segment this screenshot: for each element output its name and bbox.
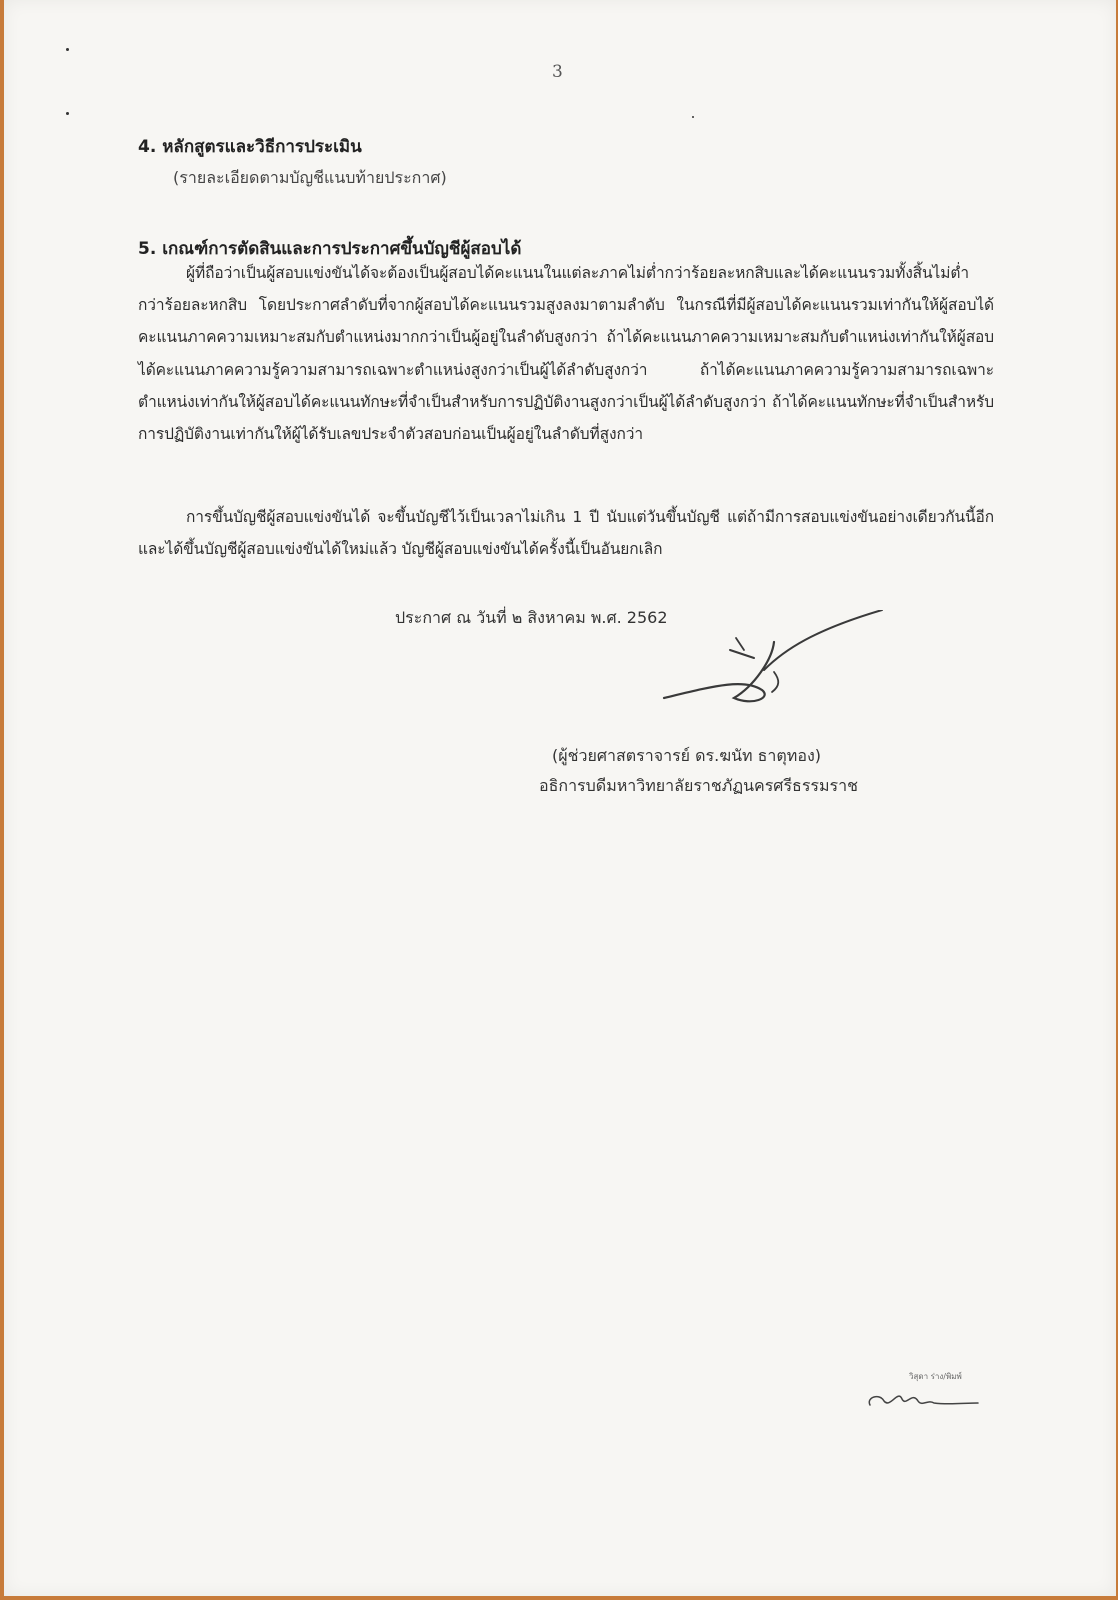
typist-initials-image (864, 1385, 984, 1415)
section-4-heading: 4. หลักสูตรและวิธีการประเมิน (138, 137, 362, 157)
typist-label: วิสุดา ร่าง/พิมพ์ (909, 1372, 962, 1381)
list-validity-paragraph: การขึ้นบัญชีผู้สอบแข่งขันได้ จะขึ้นบัญชีไว้เป็นเวลาไม่เกิน 1 ปี นับแต่วันขึ้นบัญชี แต่ถ้ามีการสอบแข่งขันอย่างเดียวกันนี้อีกและได้ขึ้นบัญชีผู้สอบแข่งขันได้ใหม่แล้ว บัญชีผู้สอบแข่งขันได้ครั้งนี้เป็นอันยกเลิก (138, 508, 994, 559)
document-page (4, 0, 1116, 1596)
section-4-note: (รายละเอียดตามบัญชีแนบท้ายประกาศ) (173, 168, 447, 187)
signature-image (654, 610, 894, 720)
section-5-heading: 5. เกณฑ์การตัดสินและการประกาศขึ้นบัญชีผู้สอบได้ (138, 239, 522, 259)
paper-speck (692, 116, 694, 118)
paper-speck (66, 112, 69, 115)
signer-title: อธิการบดีมหาวิทยาลัยราชภัฏนครศรีธรรมราช (539, 776, 858, 795)
announcement-date: ประกาศ ณ วันที่ ๒ สิงหาคม พ.ศ. 2562 (395, 608, 668, 627)
paper-speck (66, 48, 69, 51)
page-number: 3 (552, 62, 563, 82)
signer-name: (ผู้ช่วยศาสตราจารย์ ดร.ฆนัท ธาตุทอง) (552, 746, 821, 765)
criteria-paragraph: ผู้ที่ถือว่าเป็นผู้สอบแข่งขันได้จะต้องเป็นผู้สอบได้คะแนนในแต่ละภาคไม่ต่ำกว่าร้อยละหกสิบและได้คะแนนรวมทั้งสิ้นไม่ต่ำกว่าร้อยละหกสิบ โดยประกาศลำดับที่จากผู้สอบได้คะแนนรวมสูงลงมาตามลำดับ ในกรณีที่มีผู้สอบได้คะแนนรวมเท่ากันให้ผู้สอบได้คะแนนภาคความเหมาะสมกับตำแหน่งมากกว่าเป็นผู้อยู่ในลำดับสูงกว่า ถ้าได้คะแนนภาคความเหมาะสมกับตำแหน่งเท่ากันให้ผู้สอบได้คะแนนภาคความรู้ความสามารถเฉพาะตำแหน่งสูงกว่าเป็นผู้ได้ลำดับสูงกว่า ถ้าได้คะแนนภาคความรู้ความสามารถเฉพาะตำแหน่งเท่ากันให้ผู้สอบได้คะแนนทักษะที่จำเป็นสำหรับการปฏิบัติงานสูงกว่าเป็นผู้ได้ลำดับสูงกว่า ถ้าได้คะแนนทักษะที่จำเป็นสำหรับการปฏิบัติงานเท่ากันให้ผู้ได้รับเลขประจำตัวสอบก่อนเป็นผู้อยู่ในลำดับที่สูงกว่า (138, 264, 994, 444)
